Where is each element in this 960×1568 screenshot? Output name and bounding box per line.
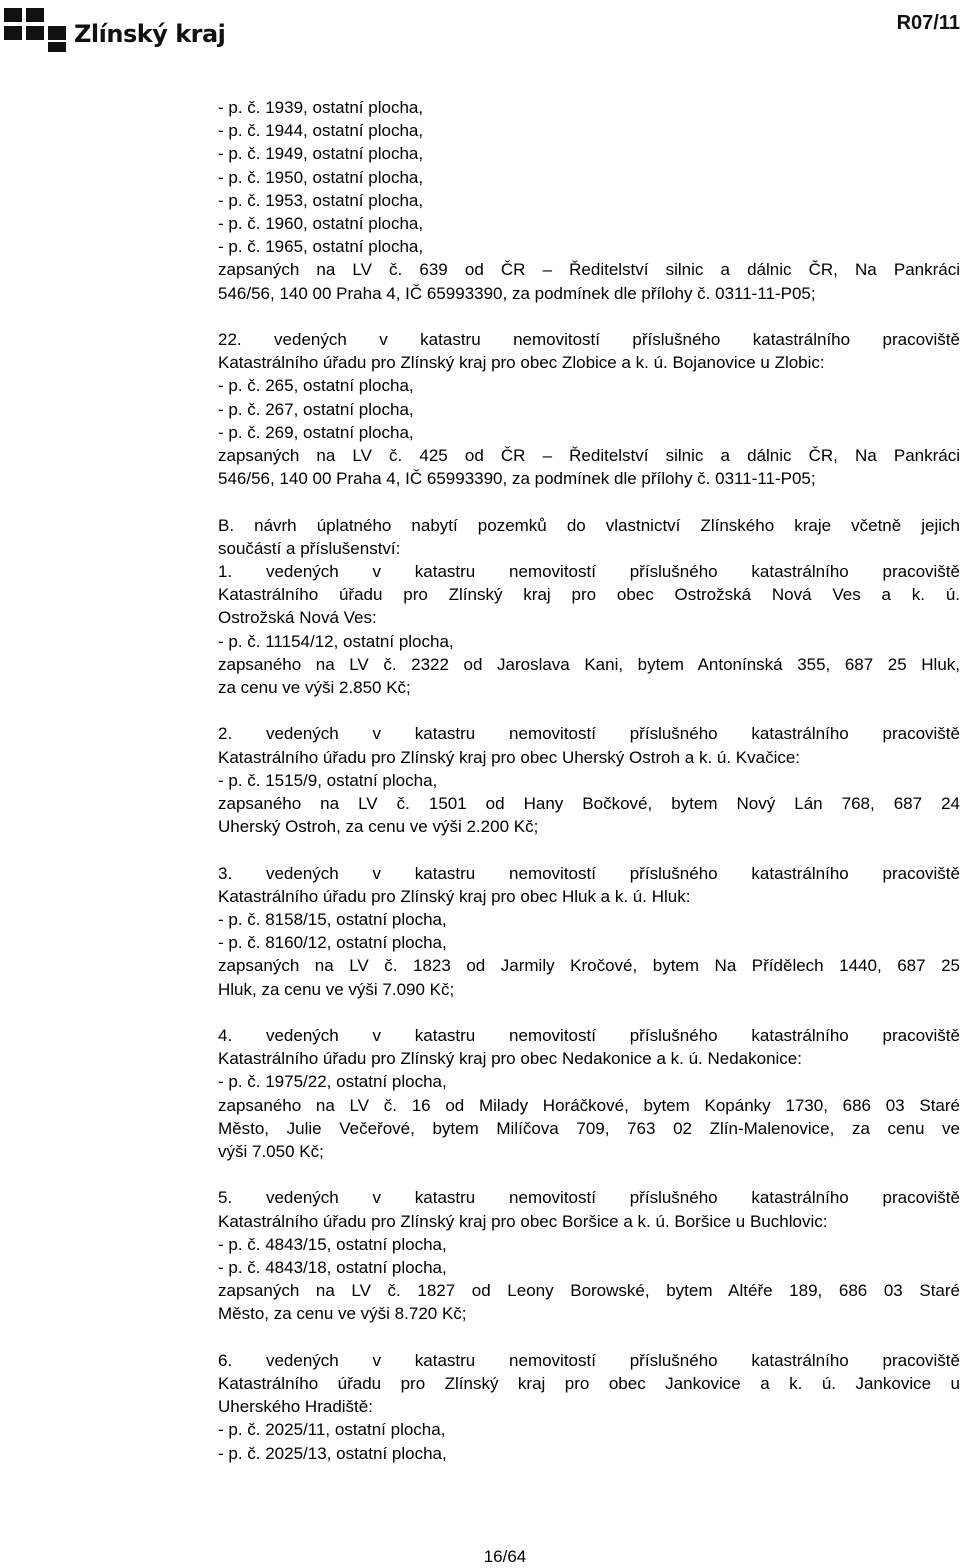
paragraph-block (218, 96, 960, 305)
paragraph-gap (218, 1326, 960, 1349)
text-line: 546/56, 140 00 Praha 4, IČ 65993390, za podmínek dle přílohy č. 0311-11-P05; (218, 283, 816, 303)
text-line: Město, Julie Večeřové, bytem Milíčova 709, 763 02 Zlín-Malenovice, za cenu ve (218, 1118, 960, 1138)
text-line: součástí a příslušenství: (218, 538, 401, 558)
text-line: 2. vedených v katastru nemovitostí příslušného katastrálního pracoviště (218, 724, 960, 744)
text-line: Katastrálního úřadu pro Zlínský kraj pro obec Uherský Ostroh a k. ú. Kvačice: (218, 747, 801, 767)
text-line: 22. vedených v katastru nemovitostí příslušného katastrálního pracoviště (218, 330, 960, 350)
text-line: - p. č. 1939, ostatní plocha, (218, 98, 424, 117)
text-line: Katastrálního úřadu pro Zlínský kraj pro obec Ostrožská Nová Ves a k. ú. (218, 585, 960, 605)
text-line: Uherský Ostroh, za cenu ve výši 2.200 Kč; (218, 817, 539, 837)
paragraph-gap (218, 838, 960, 861)
text-line: - p. č. 1944, ostatní plocha, (218, 121, 424, 141)
text-line: Město, za cenu ve výši 8.720 Kč; (218, 1304, 467, 1324)
text-line: Katastrálního úřadu pro Zlínský kraj pro obec Zlobice a k. ú. Bojanovice u Zlobic: (218, 353, 825, 373)
text-line: zapsaných na LV č. 639 od ČR – Ředitelství silnic a dálnic ČR, Na Pankráci (218, 260, 960, 280)
text-line: zapsaných na LV č. 1823 od Jarmily Kročové, bytem Na Přídělech 1440, 687 25 (218, 956, 960, 976)
text-line: - p. č. 2025/13, ostatní plocha, (218, 1443, 447, 1463)
text-line: - p. č. 267, ostatní plocha, (218, 399, 414, 419)
text-line: Uherského Hradiště: (218, 1397, 373, 1417)
text-line: - p. č. 1975/22, ostatní plocha, (218, 1072, 447, 1092)
text-line: Hluk, za cenu ve výši 7.090 Kč; (218, 979, 455, 999)
text-line: - p. č. 269, ostatní plocha, (218, 422, 414, 442)
text-line: - p. č. 4843/18, ostatní plocha, (218, 1258, 447, 1278)
text-line: - p. č. 265, ostatní plocha, (218, 376, 414, 396)
document-body (218, 96, 960, 1465)
paragraph-block (218, 722, 960, 838)
text-line: - p. č. 1960, ostatní plocha, (218, 214, 424, 234)
text-line: výši 7.050 Kč; (218, 1142, 324, 1162)
page-footer (0, 1546, 960, 1568)
text-line: Katastrálního úřadu pro Zlínský kraj pro obec Boršice a k. ú. Boršice u Buchlovic: (218, 1211, 828, 1231)
text-line: Katastrálního úřadu pro Zlínský kraj pro obec Nedakonice a k. ú. Nedakonice: (218, 1049, 802, 1069)
paragraph-block (218, 328, 960, 490)
text-line: 4. vedených v katastru nemovitostí příslušného katastrálního pracoviště (218, 1026, 960, 1046)
text-line: zapsaných na LV č. 1827 od Leony Borowské, bytem Altéře 189, 686 03 Staré (218, 1281, 960, 1301)
paragraph-block (218, 1024, 960, 1163)
text-line: za cenu ve výši 2.850 Kč; (218, 678, 411, 698)
paragraph-block (218, 1349, 960, 1465)
text-line: Ostrožská Nová Ves: (218, 608, 377, 628)
logo-squares-icon (4, 8, 66, 52)
text-line: 6. vedených v katastru nemovitostí příslušného katastrálního pracoviště (218, 1350, 960, 1370)
document-code: R07/11 (896, 12, 960, 34)
text-line: - p. č. 1953, ostatní plocha, (218, 190, 424, 210)
text-line: - p. č. 1950, ostatní plocha, (218, 167, 424, 187)
paragraph-gap (218, 1163, 960, 1186)
text-line: 1. vedených v katastru nemovitostí příslušného katastrálního pracoviště (218, 562, 960, 582)
paragraph-gap (218, 699, 960, 722)
paragraph-block (218, 1186, 960, 1325)
text-line: - p. č. 1515/9, ostatní plocha, (218, 770, 438, 790)
text-line: - p. č. 8160/12, ostatní plocha, (218, 933, 447, 953)
text-line: - p. č. 11154/12, ostatní plocha, (218, 631, 454, 651)
paragraph-gap (218, 490, 960, 513)
text-line: 546/56, 140 00 Praha 4, IČ 65993390, za podmínek dle přílohy č. 0311-11-P05; (218, 469, 816, 489)
text-line: Katastrálního úřadu pro Zlínský kraj pro obec Jankovice a k. ú. Jankovice u (218, 1374, 960, 1394)
text-line: zapsaného na LV č. 1501 od Hany Bočkové, bytem Nový Lán 768, 687 24 (218, 794, 960, 814)
paragraph-gap (218, 1001, 960, 1024)
text-line: zapsaných na LV č. 425 od ČR – Ředitelství silnic a dálnic ČR, Na Pankráci (218, 446, 960, 466)
text-line: - p. č. 2025/11, ostatní plocha, (218, 1420, 446, 1440)
text-line: B. návrh úplatného nabytí pozemků do vlastnictví Zlínského kraje včetně jejich (218, 515, 960, 535)
paragraph-block (218, 862, 960, 1001)
page-header (0, 0, 960, 60)
text-line: - p. č. 1965, ostatní plocha, (218, 237, 424, 257)
paragraph-gap (218, 305, 960, 328)
text-line: - p. č. 1949, ostatní plocha, (218, 144, 424, 164)
text-line: 5. vedených v katastru nemovitostí příslušného katastrálního pracoviště (218, 1188, 960, 1208)
text-line: Katastrálního úřadu pro Zlínský kraj pro obec Hluk a k. ú. Hluk: (218, 886, 691, 906)
text-line: 3. vedených v katastru nemovitostí příslušného katastrálního pracoviště (218, 863, 960, 883)
paragraph-block (218, 514, 960, 700)
text-line: zapsaného na LV č. 2322 od Jaroslava Kani, bytem Antonínská 355, 687 25 Hluk, (218, 654, 960, 674)
logo-text: Zlínský kraj (74, 20, 226, 48)
text-line: - p. č. 8158/15, ostatní plocha, (218, 910, 447, 930)
zlinsky-kraj-logo (4, 8, 226, 56)
page-number: 16/64 (483, 1547, 527, 1566)
text-line: - p. č. 4843/15, ostatní plocha, (218, 1234, 447, 1254)
text-line: zapsaného na LV č. 16 od Milady Horáčkové, bytem Kopánky 1730, 686 03 Staré (218, 1095, 960, 1115)
